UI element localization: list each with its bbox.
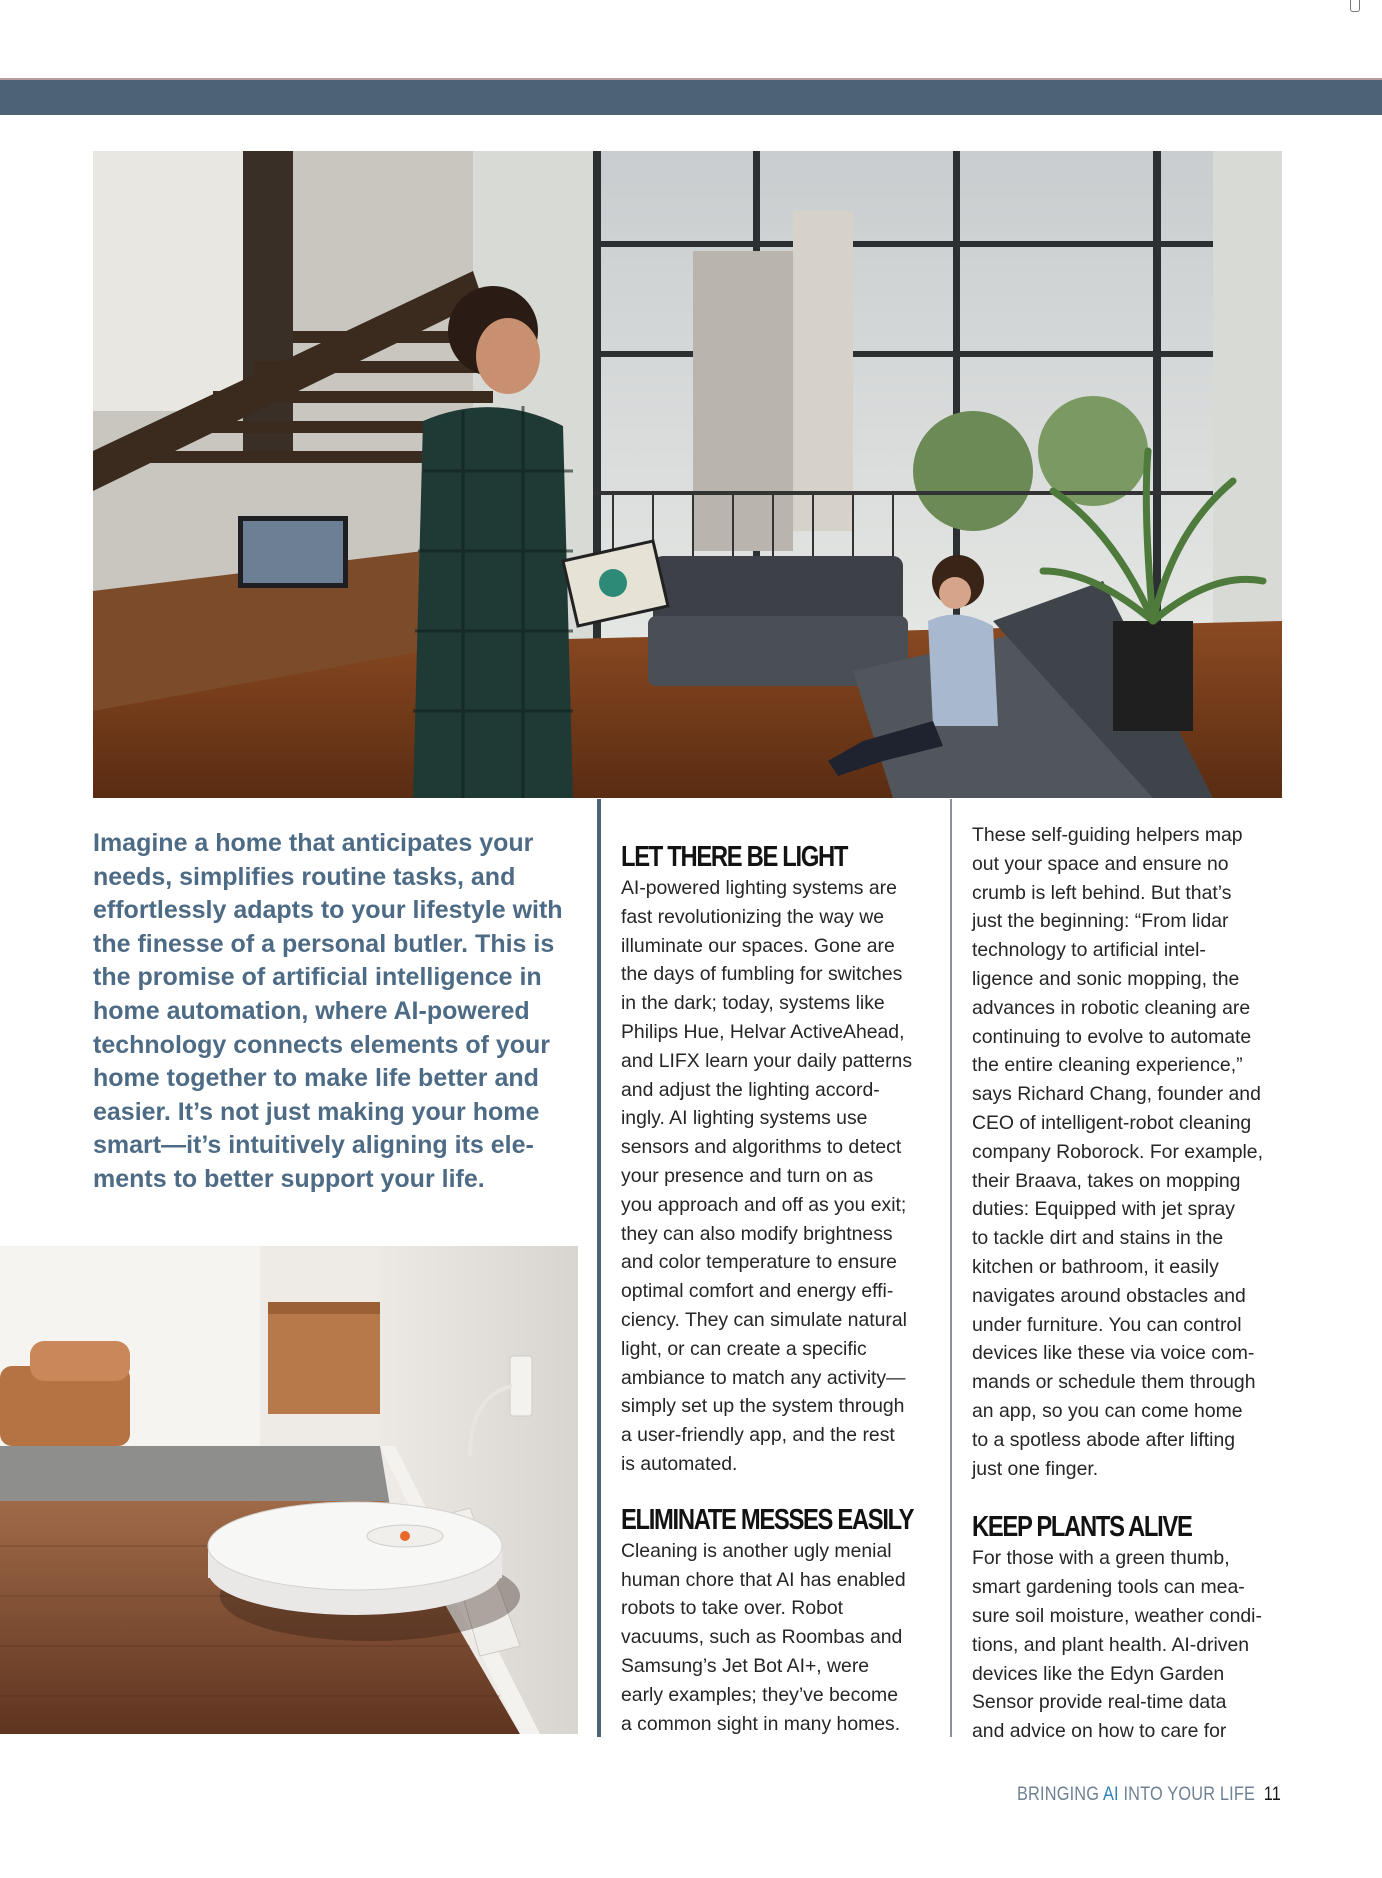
robot-vacuum-illustration — [0, 1246, 578, 1734]
hero-photo-illustration — [93, 151, 1282, 798]
page-footer — [1017, 1784, 1281, 1806]
intro-paragraph: Imagine a home that anticipates your needs, simplifies routine tasks, and effortlessly adapts to your lifestyle with the finesse of a personal butler. This is the promise of artificial intelligence in home automation, where AI-powered technology connects elements of your home together to make life better and easier. It’s not just making your home smart—it’s intuitively aligning its ele- ments to better support your life. — [93, 829, 563, 1193]
section-heading-messes: ELIMINATE MESSES EASILY — [621, 1503, 914, 1536]
footer-running-title-suffix: INTO YOUR LIFE — [1118, 1784, 1256, 1805]
header-band — [0, 78, 1382, 115]
column-rule-thick — [597, 799, 601, 1737]
section-body-light: AI-powered lighting systems are fast revolutionizing the way we illuminate our spaces. Gone are the days of fumbling for switches in the dark; today, systems like Philips Hue, Helvar ActiveAhead, and LIFX learn your daily patterns and adjust the lighting accord- ingly. AI lighting systems use sensors and algorithms to detect your presence and turn on as you approach and off as you exit; they can also modify brightness and color temperature to ensure optimal comfort and energy effi- ciency. They can simulate natural light, or can create a specific ambiance to match any activity— simply set up the system through a user-friendly app, and the rest is automated. — [621, 877, 913, 1475]
section-body-messes: Cleaning is another ugly menial human chore that AI has enabled robots to take over. Robot vacuums, such as Roombas and Samsung’s Jet Bot AI+, were early examples; they’ve become a common sight in many homes. — [621, 1539, 906, 1735]
robot-vacuum-photo — [0, 1246, 578, 1734]
section-body-messes-continued: These self-guiding helpers map out your space and ensure no crumb is left behind. But that’s just the beginning: “From lidar technology to artificial intel- ligence and sonic mopping, the advances in robotic cleaning are continuing to evolve to automate the entire cleaning experience,” says Richard Chang, founder and CEO of intelligent-robot cleaning company Roborock. For example, their Braava, takes on mopping duties: Equipped with jet spray to tackle dirt and stains in the kitchen or bathroom, it easily navigates around obstacles and under furniture. You can control devices like these via voice com- mands or schedule them through an app, so you can come home to a spotless abode after lifting just one finger. — [972, 824, 1263, 1480]
footer-running-title-accent: AI — [1102, 1784, 1119, 1805]
page-number: 11 — [1263, 1784, 1281, 1805]
hero-photo — [93, 151, 1282, 798]
corner-mark-icon — [1350, 0, 1360, 12]
article-column-right — [972, 821, 1302, 1746]
header-band-edge — [0, 78, 1382, 80]
section-body-plants: For those with a green thumb, smart gardening tools can mea- sure soil moisture, weather condi- tions, and plant health. AI-driven devices like the Edyn Garden Sensor provide real-time data and advice on how to care for — [972, 1547, 1262, 1743]
section-heading-light: LET THERE BE LIGHT — [621, 841, 848, 873]
article-column-middle — [621, 840, 951, 1738]
footer-running-title-prefix: BRINGING — [1016, 1784, 1103, 1805]
section-heading-plants: KEEP PLANTS ALIVE — [972, 1511, 1192, 1544]
